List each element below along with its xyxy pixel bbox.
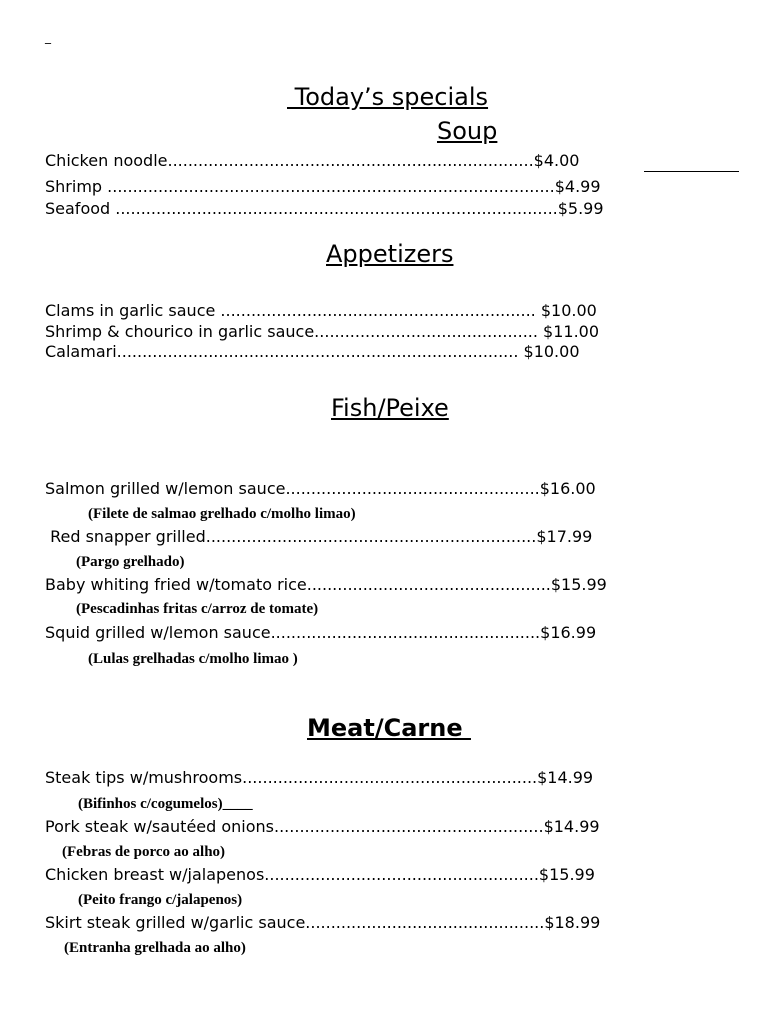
meat-item-chicken-breast-translation: (Peito frango c/jalapenos) <box>78 892 243 908</box>
fish-item-salmon-translation: (Filete de salmao grelhado c/molho limao) <box>88 506 356 522</box>
fish-item-salmon: Salmon grilled w/lemon sauce..................................................$16.00 <box>45 479 596 498</box>
fish-item-baby-whiting: Baby whiting fried w/tomato rice................................................$15.99 <box>45 575 607 594</box>
meat-item-chicken-breast: Chicken breast w/jalapenos......................................................$15.99 <box>45 865 595 884</box>
fish-item-squid-translation: (Lulas grelhadas c/molho limao ) <box>88 651 298 667</box>
appetizer-item-clams: Clams in garlic sauce .............................................................. $10.00 <box>45 301 597 320</box>
fish-item-red-snapper-translation: (Pargo grelhado) <box>76 554 185 570</box>
fish-item-red-snapper: Red snapper grilled.................................................................$17.99 <box>45 527 593 546</box>
meat-item-skirt-steak-translation: (Entranha grelhada ao alho) <box>64 940 246 956</box>
fish-item-baby-whiting-translation: (Pescadinhas fritas c/arroz de tomate) <box>76 601 319 617</box>
soup-item-seafood: Seafood .......................................................................................$5.99 <box>45 199 604 218</box>
trailing-underline <box>644 171 739 172</box>
meat-item-steak-tips: Steak tips w/mushrooms..........................................................$14.99 <box>45 768 594 787</box>
soup-item-chicken-noodle: Chicken noodle........................................................................$4.00 <box>45 151 580 170</box>
meat-item-steak-tips-translation: (Bifinhos c/cogumelos)____ <box>78 796 253 812</box>
soup-item-shrimp: Shrimp ........................................................................................$4.99 <box>45 177 601 196</box>
fish-heading: Fish/Peixe <box>331 394 449 422</box>
fish-item-squid: Squid grilled w/lemon sauce.....................................................$16.99 <box>45 623 597 642</box>
meat-item-skirt-steak: Skirt steak grilled w/garlic sauce...............................................$18.99 <box>45 913 601 932</box>
soup-heading: Soup <box>437 117 498 145</box>
meat-heading: Meat/Carne <box>307 714 471 742</box>
appetizer-item-shrimp-chourico: Shrimp & chourico in garlic sauce............................................ $11.00 <box>45 322 600 341</box>
page-title: Today’s specials <box>287 83 489 111</box>
meat-item-pork-steak: Pork steak w/sautéed onions.....................................................$14.99 <box>45 817 600 836</box>
appetizer-item-calamari: Calamari............................................................................... $10.00 <box>45 342 580 361</box>
appetizers-heading: Appetizers <box>326 240 454 268</box>
stray-mark: _ <box>45 30 51 44</box>
meat-item-pork-steak-translation: (Febras de porco ao alho) <box>62 844 226 860</box>
